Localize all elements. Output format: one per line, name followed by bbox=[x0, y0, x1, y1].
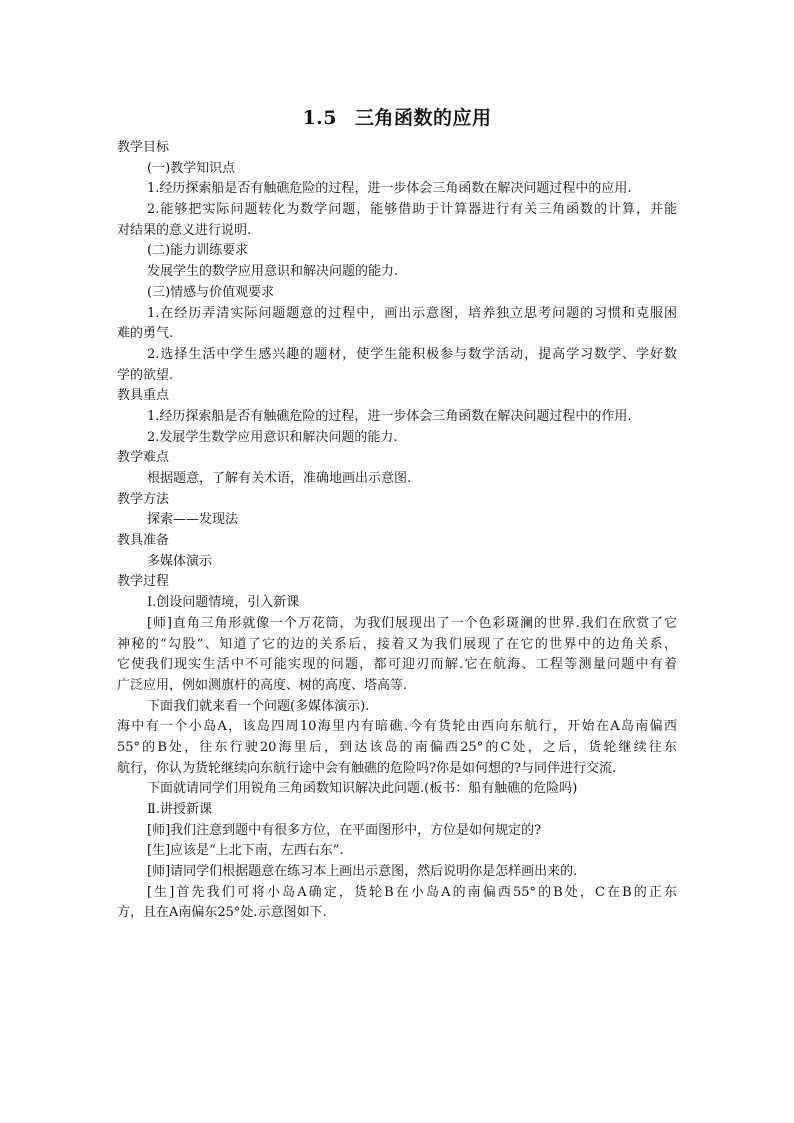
text-line: 55°的B处，往东行驶20海里后，到达该岛的南偏西25°的C处，之后，货轮继续往东 bbox=[117, 739, 677, 755]
text-line: 对结果的意义进行说明. bbox=[117, 222, 252, 238]
text-line: Ⅱ.讲授新课 bbox=[147, 802, 212, 817]
text-line: [师]直角三角形就像一个万花筒，为我们展现出了一个色彩斑澜的世界.我们在欣赏了它 bbox=[147, 615, 677, 631]
text-line: (三)情感与价值观要求 bbox=[147, 284, 275, 300]
text-line: 发展学生的数学应用意识和解决问题的能力. bbox=[147, 264, 399, 280]
text-line: 2.发展学生数学应用意识和解决问题的能力. bbox=[147, 429, 398, 445]
text-line: 教学方法 bbox=[117, 491, 170, 507]
text-line: 方，且在A南偏东25°处.示意图如下. bbox=[117, 905, 327, 921]
text-line: [师]我们注意到题中有很多方位，在平面图形中，方位是如何规定的? bbox=[147, 822, 542, 838]
text-line: 教学过程 bbox=[117, 574, 170, 590]
text-line: 下面我们就来看一个问题(多媒体演示). bbox=[147, 698, 370, 714]
text-line: 教学难点 bbox=[117, 450, 170, 466]
text-line: 它使我们现实生活中不可能实现的问题，都可迎刃而解.它在航海、工程等测量问题中有着 bbox=[117, 657, 677, 673]
text-line: 1.经历探索船是否有触礁危险的过程，进一步体会三角函数在解决问题过程中的应用. bbox=[147, 181, 632, 197]
text-line: 广泛应用，例如测旗杆的高度、树的高度、塔高等. bbox=[117, 677, 408, 693]
text-line: 海中有一个小岛A，该岛四周10海里内有暗礁.今有货轮由西向东航行，开始在A岛南偏西 bbox=[117, 719, 677, 735]
text-line: 2.选择生活中学生感兴趣的题材，使学生能积极参与数学活动，提高学习数学、学好数 bbox=[147, 346, 677, 362]
text-line: [生]应该是“上北下南，左西右东”. bbox=[147, 843, 344, 859]
text-line: 2.能够把实际问题转化为数学问题，能够借助于计算器进行有关三角函数的计算，并能 bbox=[147, 202, 677, 218]
text-line: 难的勇气. bbox=[117, 326, 174, 342]
page-title bbox=[0, 106, 794, 130]
text-line: 航行，你认为货轮继续向东航行途中会有触礁的危险吗?你是如何想的?与同伴进行交流. bbox=[117, 760, 617, 776]
text-line: (一)教学知识点 bbox=[147, 160, 236, 176]
text-line: 教具准备 bbox=[117, 533, 170, 549]
title-number: 1.5 bbox=[302, 107, 338, 129]
document-body bbox=[117, 138, 677, 924]
text-line: 下面就请同学们用锐角三角函数知识解决此问题.(板书：船有触礁的危险吗) bbox=[147, 781, 578, 797]
text-line: 学的欲望. bbox=[117, 367, 174, 383]
text-line: 神秘的“勾股”、知道了它的边的关系后，接着又为我们展现了在它的世界中的边角关系， bbox=[117, 636, 677, 652]
title-text: 三角函数的应用 bbox=[355, 107, 492, 129]
text-line: 根据题意，了解有关术语，准确地画出示意图. bbox=[147, 471, 412, 486]
text-line: 1.经历探索船是否有触礁危险的过程，进一步体会三角函数在解决问题过程中的作用. bbox=[147, 408, 632, 424]
text-line: 教学目标 bbox=[117, 140, 170, 155]
text-line: [师]请同学们根据题意在练习本上画出示意图，然后说明你是怎样画出来的. bbox=[147, 864, 578, 880]
text-line: 教具重点 bbox=[117, 388, 170, 404]
text-line: (二)能力训练要求 bbox=[147, 243, 249, 259]
text-line: 探索——发现法 bbox=[147, 512, 239, 528]
text-line: 多媒体演示 bbox=[147, 553, 213, 569]
text-line: [生]首先我们可将小岛A确定，货轮B在小岛A的南偏西55°的B处，C在B的正东 bbox=[147, 884, 677, 900]
text-line: Ⅰ.创设问题情境，引入新课 bbox=[147, 595, 300, 611]
text-line: 1.在经历弄清实际问题题意的过程中，画出示意图，培养独立思考问题的习惯和克服困 bbox=[147, 305, 677, 321]
